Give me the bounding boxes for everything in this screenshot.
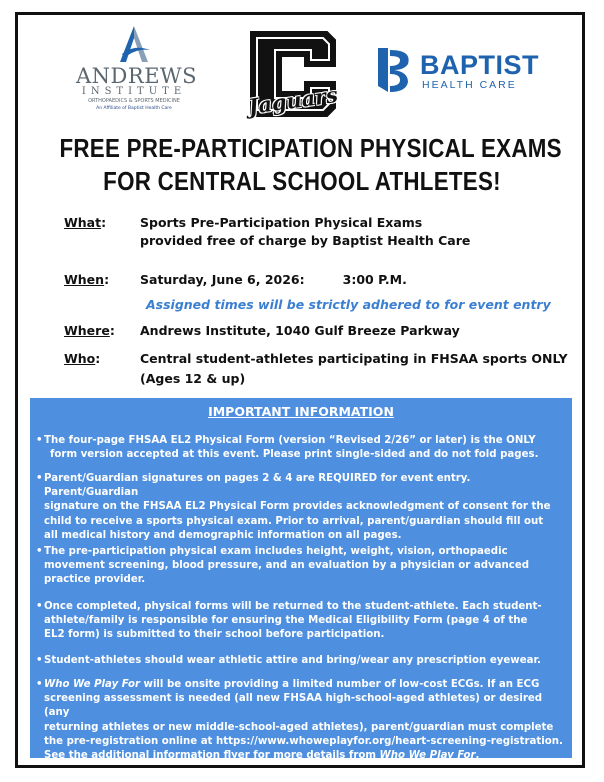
what-label: What:	[64, 215, 107, 230]
who-line2: (Ages 12 & up)	[140, 371, 246, 386]
when-value	[140, 271, 407, 289]
baptist-subtitle: HEALTH CARE	[422, 79, 517, 91]
when-time: 3:00 P.M.	[342, 272, 407, 287]
bullet-line: athlete/family is responsible for ensuring the Medical Eligibility Form (page 4 of the	[44, 615, 528, 627]
important-information-heading: IMPORTANT INFORMATION	[208, 404, 394, 419]
bullet-line: screening assessment is needed (all new FHSAA high-school-aged athletes) or desired (any	[44, 693, 543, 719]
who-line1: Central student-athletes participating in FHSAA sports ONLY	[140, 351, 568, 366]
bullet-line: the pre-registration online at https://www.whoweplayfor.org/heart-screening-registration.	[44, 735, 563, 747]
what-line1: Sports Pre-Participation Physical Exams	[140, 215, 423, 230]
what-line2: provided free of charge by Baptist Health Care	[140, 233, 471, 248]
bullet-line: form version accepted at this event. Please print single-sided and do not fold pages.	[50, 449, 539, 461]
where-label: Where:	[64, 323, 115, 338]
andrews-institute-word: INSTITUTE	[81, 86, 187, 97]
info-bullet-form-version: • The four-page FHSAA EL2 Physical Form (version “Revised 2/26” or later) is the ONLY form version accepted at this event. Please print single-sided and do not fold pages.	[36, 434, 568, 462]
bullet-line: returning athletes or new middle-school-aged athletes), parent/guardian must complete	[44, 721, 554, 733]
assigned-times-note: Assigned times will be strictly adhered to for event entry	[146, 297, 551, 312]
page-title-line1: FREE PRE-PARTICIPATION PHYSICAL EXAMS	[59, 133, 562, 163]
info-bullet-forms-returned: • Once completed, physical forms will be returned to the student-athlete. Each student- athlete/family is responsible for ensuring the Medical Eligibility Form (page 4 of the EL2 form) is submitted to their school before participation.	[36, 600, 568, 643]
bullet-line: Student-athletes should wear athletic attire and bring/wear any prescription eyewear.	[44, 655, 541, 666]
andrews-institute-logo	[76, 24, 197, 124]
who-we-play-for-name: Who We Play For	[379, 750, 476, 762]
when-date: Saturday, June 6, 2026:	[140, 272, 305, 287]
info-bullet-exam-contents: • The pre-participation physical exam includes height, weight, vision, orthopaedic movement screening, blood pressure, and an evaluation by a physician or advanced practice provider.	[36, 545, 568, 588]
bullet-line: Parent/Guardian signatures on pages 2 & 4 are REQUIRED for event entry. Parent/Guardian	[44, 473, 471, 499]
info-bullet-attire: • Student-athletes should wear athletic attire and bring/wear any prescription eyewear.	[36, 654, 568, 668]
bullet-line: practice provider.	[44, 574, 146, 586]
baptist-health-care-logo	[374, 46, 544, 96]
bullet-line: Once completed, physical forms will be returned to the student-athlete. Each student-	[44, 601, 542, 612]
when-label: When:	[64, 272, 110, 287]
bullet-line: movement screening, blood pressure, and an evaluation by a physician or advanced	[44, 560, 530, 572]
bullet-line: The pre-participation physical exam includes height, weight, vision, orthopaedic	[44, 546, 508, 557]
central-jaguars-logo	[243, 22, 343, 128]
important-information-box	[30, 398, 572, 762]
andrews-name: ANDREWS	[76, 64, 197, 88]
page-title-line2: FOR CENTRAL SCHOOL ATHLETES!	[103, 166, 501, 196]
bullet-line: See the additional information flyer for more details from Who We Play For.	[44, 750, 480, 762]
bullet-line: EL2 form) is submitted to their school before participation.	[44, 629, 385, 641]
bullet-line: all medical history and demographic information on all pages.	[44, 529, 402, 541]
bullet-line: Who We Play For will be onsite providing a limited number of low-cost ECGs. If an ECG	[44, 679, 540, 690]
baptist-name: BAPTIST	[420, 50, 540, 80]
info-bullet-signatures: • Parent/Guardian signatures on pages 2 & 4 are REQUIRED for event entry. Parent/Guardian signature on the FHSAA EL2 Physical Form provides acknowledgment of consent for the child to receive a sports physical exam. Prior to arrival, parent/guardian should fill out all medical history and demographic information on all pages.	[36, 472, 568, 543]
andrews-a-icon	[114, 24, 154, 64]
jaguars-wordmark: Jaguars	[246, 81, 340, 120]
info-bullet-ecg: • Who We Play For will be onsite providing a limited number of low-cost ECGs. If an ECG screening assessment is needed (all new FHSAA high-school-aged athletes) or desired (any returning athletes or new middle-school-aged athletes), parent/guardian must complete the pre-registration online at https://www.whoweplayfor.org/heart-screening-registration. See the additional information flyer for more details from Who We Play For.	[36, 678, 568, 763]
who-we-play-for-name: Who We Play For	[44, 679, 140, 690]
baptist-b-icon	[374, 46, 416, 94]
bullet-line: child to receive a sports physical exam. Prior to arrival, parent/guardian should fill out	[44, 515, 544, 527]
andrews-affiliate: An Affiliate of Baptist Health Care	[96, 106, 172, 111]
bullet-line: The four-page FHSAA EL2 Physical Form (version “Revised 2/26” or later) is the ONLY	[44, 435, 536, 446]
bullet-line: signature on the FHSAA EL2 Physical Form provides acknowledgment of consent for the	[44, 501, 551, 513]
who-label: Who:	[64, 351, 101, 366]
andrews-subtitle: ORTHOPAEDICS & SPORTS MEDICINE	[88, 98, 180, 104]
where-value: Andrews Institute, 1040 Gulf Breeze Parkway	[140, 323, 460, 338]
